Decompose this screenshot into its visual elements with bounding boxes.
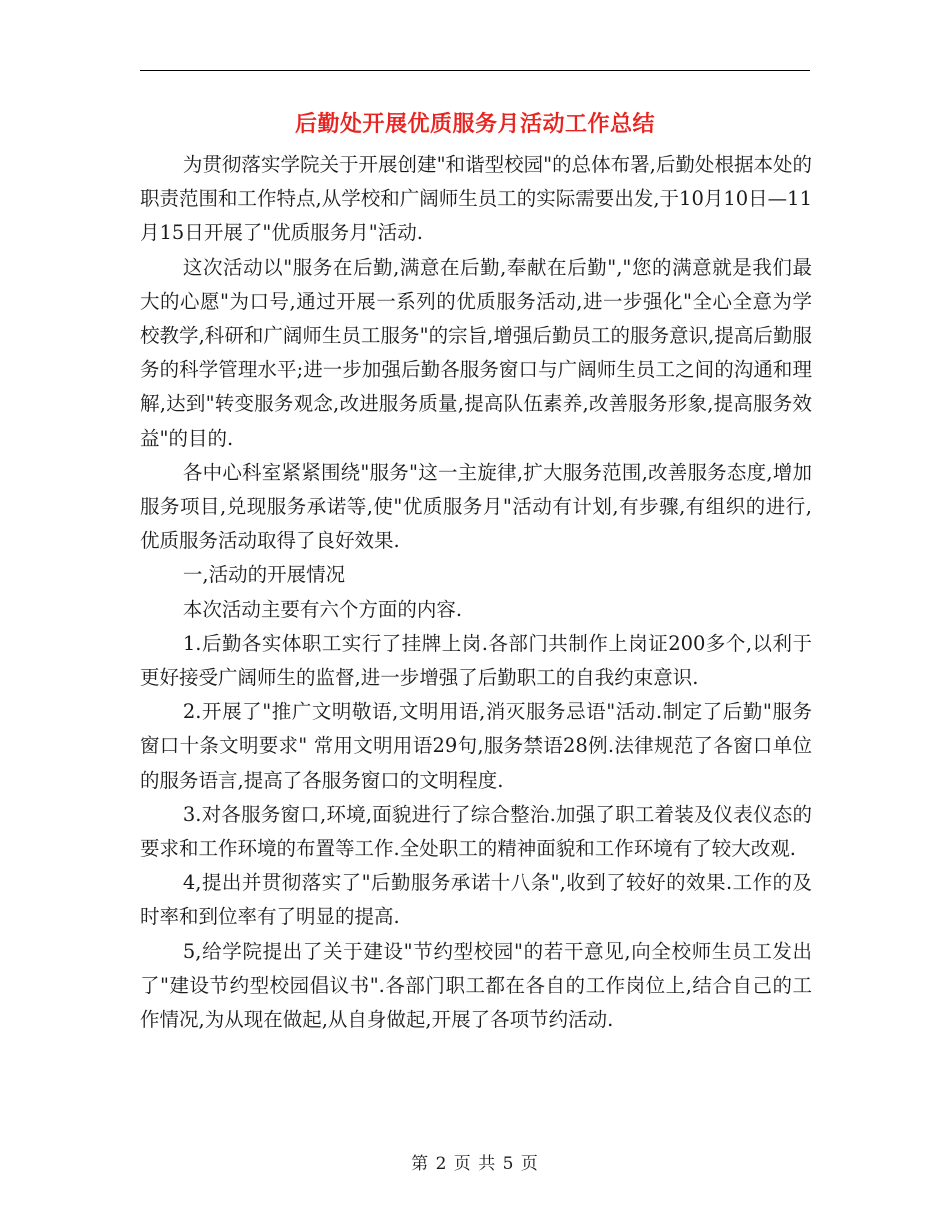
paragraph-slogan: 这次活动以"服务在后勤,满意在后勤,奉献在后勤","您的满意就是我们最大的心愿"为口号,通过开展一系列的优质服务活动,进一步强化"全心全意为学校教学,科研和广阔师生员工服务"的宗旨,增强后勤员工的服务意识,提高后勤服务的科学管理水平;进一步加强后勤各服务窗口与广阔师生员工之间的沟通和理解,达到"转变服务观念,改进服务质量,提高队伍素养,改善服务形象,提高服务效益"的目的. [140, 255, 812, 450]
section-heading: 一,活动的开展情况 [182, 563, 346, 587]
list-item-5: 5,给学院提出了关于建设"节约型校园"的若干意见,向全校师生员工发出了"建设节约型校园倡议书".各部门职工都在各自的工作岗位上,结合自己的工作情况,为从现在做起,从自身做起,开展了各项节约活动. [140, 939, 812, 1032]
paragraph-intro: 为贯彻落实学院关于开展创建"和谐型校园"的总体布署,后勤处根据本处的职责范围和工作特点,从学校和广阔师生员工的实际需要出发,于10月10日—11月15日开展了"优质服务月"活动. [140, 153, 812, 245]
page-number-footer: 第 2 页 共 5 页 [411, 1154, 539, 1174]
paragraph-overview: 本次活动主要有六个方面的内容. [182, 597, 463, 621]
list-item-2: 2.开展了"推广文明敬语,文明用语,消灭服务忌语"活动.制定了后勤"服务窗口十条文明要求" 常用文明用语29句,服务禁语28例.法律规范了各窗口单位的服务语言,提高了各服务窗口的文明程度. [140, 700, 812, 792]
list-item-4: 4,提出并贯彻落实了"后勤服务承诺十八条",收到了较好的效果.工作的及时率和到位率有了明显的提高. [140, 871, 812, 929]
document-title: 后勤处开展优质服务月活动工作总结 [294, 112, 655, 137]
list-item-1: 1.后勤各实体职工实行了挂牌上岗.各部门共制作上岗证200多个,以利于更好接受广阔师生的监督,进一步增强了后勤职工的自我约束意识. [140, 631, 812, 690]
list-item-3: 3.对各服务窗口,环境,面貌进行了综合整治.加强了职工着装及仪表仪态的要求和工作环境的布置等工作.全处职工的精神面貌和工作环境有了较大改观. [140, 802, 812, 861]
paragraph-departments: 各中心科室紧紧围绕"服务"这一主旋律,扩大服务范围,改善服务态度,增加服务项目,兑现服务承诺等,使"优质服务月"活动有计划,有步骤,有组织的进行,优质服务活动取得了良好效果. [140, 460, 812, 553]
document-body [140, 148, 812, 1037]
header-rule [140, 70, 810, 71]
